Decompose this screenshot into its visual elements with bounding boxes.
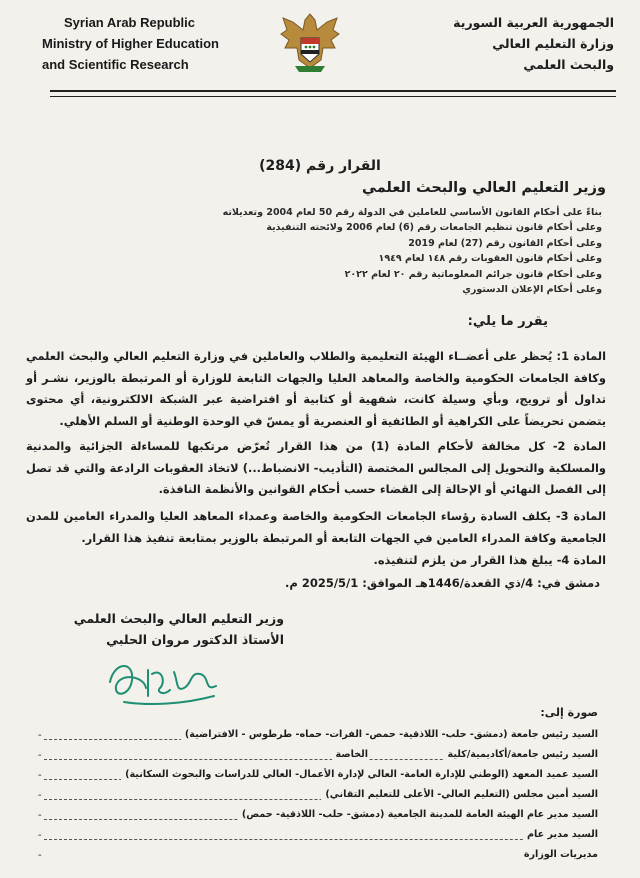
article-text: يُحظر على أعضــاء الهيئة التعليمية والطلاب والعاملين في وزارة التعليم العالي والبحث العلمي وكافة الجامعات الحكومية والخاصة والمعاهد العليا والجهات التابعة للوزارة أو المرتبطة بالوزير، نشـر أو تداول أو ترويج، وبأي وسيلة كانت، شفهية أو كتابية أو افتراضية عبر الشبكة الالكترونية، أي محتوى يتضمن تحريضاً على الكراهية أو الطائفية أو العنصرية أو يمسّ في الوحدة الوطنية أو السلم الأهلي. [26, 349, 606, 428]
decree-number: القرار رقم (284) [259, 158, 381, 174]
article-label: المادة 2- [552, 439, 606, 453]
preamble-line: وعلى أحكام قانون العقوبات رقم ١٤٨ لعام ١٩٤٩ [378, 253, 602, 265]
header-arabic [454, 12, 614, 75]
header-en-line: Syrian Arab Republic [64, 15, 195, 30]
copy-recipient: - السيد مدير عام [38, 826, 598, 846]
article-text: يبلغ هذا القرار من يلزم لتنفيذه. [373, 553, 553, 567]
preamble-line: وعلى أحكام قانون جرائم المعلوماتية رقم ٢٠ لعام ٢٠٢٢ [344, 268, 602, 280]
article-label: المادة 4- [556, 553, 606, 567]
article-4 [26, 550, 606, 572]
article-1 [26, 346, 606, 432]
copy-recipient: - السيد أمين مجلس (التعليم العالي- الأعلى للتعليم التقاني) [38, 786, 598, 806]
decides-heading: يقرر ما يلي: [467, 314, 548, 329]
copy-recipient-text: السيد مدير عام الهيئة العامة للمدينة الجامعية (دمشق- حلب- اللاذقية- حمص) [238, 806, 598, 824]
article-text: كل مخالفة لأحكام المادة (1) من هذا القرار تُعرّض مرتكبها للمساءلة الجزائية والمدنية والمسلكية والتحويل إلى المجالس المختصة (التأديب- الانضباط...) لاتخاذ العقوبات الرادعة والتي قد تصل إلى الفصل النهائي أو الإحالة إلى القضاء حسب أحكام القوانين والأنظمة النافذة. [26, 439, 606, 496]
article-text: يكلف السادة رؤساء الجامعات الحكومية والخاصة وعمداء المعاهد العليا والمدراء العامين للمدن الجامعية وكافة المدراء العامين في الجهات التابعة أو المرتبطة بالوزير بمتابعة تنفيذ هذا القرار. [26, 509, 606, 545]
preamble-list [42, 205, 602, 297]
article-label: المادة 1: [556, 349, 606, 363]
copy-recipient: - السيد عميد المعهد (الوطني للإدارة العامة- العالي لإدارة الأعمال- العالي للدراسات والبحوث السكانية) [38, 766, 598, 786]
copy-recipient-text: مديريات الوزارة [520, 846, 598, 864]
eagle-emblem-icon [275, 8, 345, 78]
copies-heading: صورة إلى: [540, 706, 598, 719]
article-2 [26, 436, 606, 501]
header-english [42, 12, 242, 75]
signer-name: الأستاذ الدكتور مروان الحلبي [106, 632, 284, 647]
header-ar-line: والبحث العلمي [523, 57, 614, 72]
copy-recipient-text: السيد عميد المعهد (الوطني للإدارة العامة- العالي لإدارة الأعمال- العالي للدراسات والبحوث السكانية) [121, 766, 598, 784]
header-en-line: and Scientific Research [42, 57, 189, 72]
copy-recipient: - السيد مدير عام الهيئة العامة للمدينة الجامعية (دمشق- حلب- اللاذقية- حمص) [38, 806, 598, 826]
copy-recipient-text: السيد رئيس جامعة (دمشق- حلب- اللاذقية- حمص- الفرات- حماه- طرطوس - الافتراضية) [181, 726, 598, 744]
copy-recipient: - السيد رئيس جامعة/أكاديمية/كلية الخاصة [38, 746, 598, 766]
header-en-line: Ministry of Higher Education [42, 36, 219, 51]
preamble-line: وعلى أحكام القانون رقم (27) لعام 2019 [408, 237, 602, 249]
preamble-line: بناءً على أحكام القانون الأساسي للعاملين في الدولة رقم 50 لعام 2004 وتعديلاته [222, 207, 602, 218]
date-line: دمشق في: 4/ذي القعدة/1446هـ الموافق: 2025/5/1 م. [285, 576, 600, 590]
signature-block [54, 608, 284, 650]
copy-recipient-text: السيد مدير عام [523, 826, 598, 844]
preamble-line: وعلى أحكام الإعلان الدستوري [462, 284, 602, 296]
handwritten-signature [104, 652, 222, 710]
copy-recipient-text: السيد رئيس جامعة/أكاديمية/كلية [444, 746, 598, 764]
minister-title: وزير التعليم العالي والبحث العلمي [362, 180, 606, 196]
preamble-line: وعلى أحكام قانون تنظيم الجامعات رقم (6) لعام 2006 ولائحته التنفيذية [266, 222, 602, 234]
header-ar-line: وزارة التعليم العالي [492, 36, 614, 51]
copy-recipient-text: السيد أمين مجلس (التعليم العالي- الأعلى للتعليم التقاني) [321, 786, 598, 804]
article-3 [26, 506, 606, 549]
signer-title: وزير التعليم العالي والبحث العلمي [73, 611, 284, 626]
header-ar-line: الجمهورية العربية السورية [453, 15, 614, 30]
copy-recipient-suffix: الخاصة [332, 746, 369, 764]
article-label: المادة 3- [555, 509, 606, 523]
copy-recipient: - مديريات الوزارة [38, 846, 598, 866]
header-divider [50, 90, 616, 97]
copy-recipient: - السيد رئيس جامعة (دمشق- حلب- اللاذقية- حمص- الفرات- حماه- طرطوس - الافتراضية) [38, 726, 598, 746]
